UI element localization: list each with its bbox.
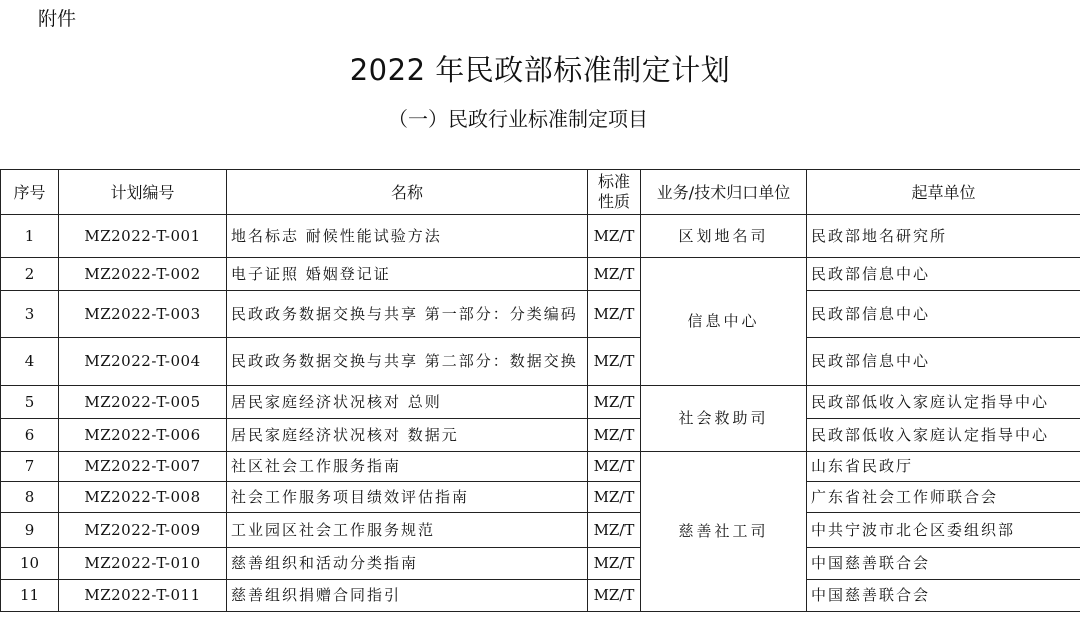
- col-header-seq: 序号: [1, 170, 59, 215]
- cell-code: MZ2022-T-009: [59, 513, 227, 548]
- cell-drafter: 民政部信息中心: [807, 258, 1080, 291]
- table-row: [1, 419, 1080, 452]
- cell-name: 社区社会工作服务指南: [227, 452, 588, 482]
- cell-drafter: 民政部信息中心: [807, 338, 1080, 386]
- cell-seq: 10: [1, 548, 59, 580]
- cell-name: 社会工作服务项目绩效评估指南: [227, 482, 588, 513]
- cell-type: MZ/T: [588, 338, 641, 386]
- col-header-code: 计划编号: [59, 170, 227, 215]
- cell-code: MZ2022-T-001: [59, 215, 227, 258]
- cell-seq: 2: [1, 258, 59, 291]
- cell-name: 慈善组织和活动分类指南: [227, 548, 588, 580]
- col-header-unit: 业务/技术归口单位: [641, 170, 807, 215]
- cell-unit: 社会救助司: [641, 386, 807, 452]
- cell-seq: 6: [1, 419, 59, 452]
- cell-name: 电子证照 婚姻登记证: [227, 258, 588, 291]
- table-row: [1, 258, 1080, 291]
- cell-drafter: 民政部信息中心: [807, 291, 1080, 338]
- standards-plan-table: [0, 169, 1080, 612]
- cell-code: MZ2022-T-002: [59, 258, 227, 291]
- cell-code: MZ2022-T-006: [59, 419, 227, 452]
- cell-drafter: 广东省社会工作师联合会: [807, 482, 1080, 513]
- cell-name: 地名标志 耐候性能试验方法: [227, 215, 588, 258]
- table-row: [1, 482, 1080, 513]
- cell-name: 居民家庭经济状况核对 数据元: [227, 419, 588, 452]
- cell-drafter: 民政部低收入家庭认定指导中心: [807, 419, 1080, 452]
- cell-name: 工业园区社会工作服务规范: [227, 513, 588, 548]
- cell-type: MZ/T: [588, 215, 641, 258]
- cell-name: 民政政务数据交换与共享 第一部分：分类编码: [227, 291, 588, 338]
- cell-code: MZ2022-T-005: [59, 386, 227, 419]
- cell-type: MZ/T: [588, 482, 641, 513]
- cell-drafter: 民政部低收入家庭认定指导中心: [807, 386, 1080, 419]
- table-row: [1, 580, 1080, 612]
- cell-type: MZ/T: [588, 386, 641, 419]
- table-row: [1, 386, 1080, 419]
- section-subtitle: （一）民政行业标准制定项目: [388, 107, 648, 131]
- col-header-type: 标准 性质: [588, 170, 641, 215]
- cell-code: MZ2022-T-010: [59, 548, 227, 580]
- cell-seq: 4: [1, 338, 59, 386]
- table-row: [1, 291, 1080, 338]
- cell-seq: 5: [1, 386, 59, 419]
- table-row: [1, 513, 1080, 548]
- cell-code: MZ2022-T-004: [59, 338, 227, 386]
- cell-unit: 信息中心: [641, 258, 807, 386]
- cell-seq: 1: [1, 215, 59, 258]
- cell-code: MZ2022-T-011: [59, 580, 227, 612]
- cell-name: 民政政务数据交换与共享 第二部分：数据交换: [227, 338, 588, 386]
- table-row: [1, 548, 1080, 580]
- cell-drafter: 中共宁波市北仑区委组织部: [807, 513, 1080, 548]
- cell-seq: 11: [1, 580, 59, 612]
- table-row: [1, 452, 1080, 482]
- cell-seq: 8: [1, 482, 59, 513]
- col-header-name: 名称: [227, 170, 588, 215]
- cell-type: MZ/T: [588, 419, 641, 452]
- cell-seq: 9: [1, 513, 59, 548]
- cell-seq: 3: [1, 291, 59, 338]
- cell-drafter: 中国慈善联合会: [807, 548, 1080, 580]
- cell-drafter: 山东省民政厅: [807, 452, 1080, 482]
- cell-type: MZ/T: [588, 580, 641, 612]
- cell-seq: 7: [1, 452, 59, 482]
- attachment-label: 附件: [38, 8, 77, 30]
- cell-name: 慈善组织捐赠合同指引: [227, 580, 588, 612]
- cell-type: MZ/T: [588, 258, 641, 291]
- cell-type: MZ/T: [588, 291, 641, 338]
- cell-drafter: 民政部地名研究所: [807, 215, 1080, 258]
- table-header-row: [1, 170, 1080, 215]
- cell-type: MZ/T: [588, 548, 641, 580]
- cell-unit: 区划地名司: [641, 215, 807, 258]
- cell-code: MZ2022-T-008: [59, 482, 227, 513]
- table-row: [1, 338, 1080, 386]
- page-title: 2022 年民政部标准制定计划: [349, 53, 731, 87]
- cell-name: 居民家庭经济状况核对 总则: [227, 386, 588, 419]
- cell-type: MZ/T: [588, 513, 641, 548]
- cell-type: MZ/T: [588, 452, 641, 482]
- col-header-drafter: 起草单位: [807, 170, 1080, 215]
- cell-unit: 慈善社工司: [641, 452, 807, 612]
- cell-code: MZ2022-T-007: [59, 452, 227, 482]
- table-row: [1, 215, 1080, 258]
- cell-drafter: 中国慈善联合会: [807, 580, 1080, 612]
- cell-code: MZ2022-T-003: [59, 291, 227, 338]
